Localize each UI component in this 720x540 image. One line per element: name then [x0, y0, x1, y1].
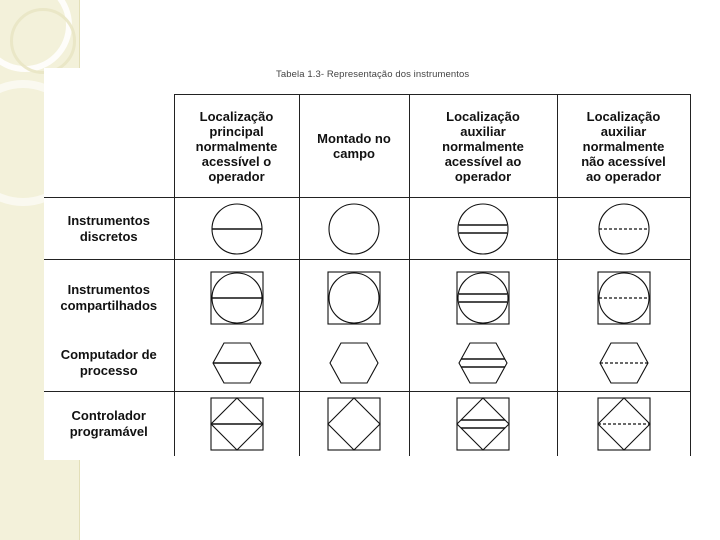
computer-field-symbol	[324, 339, 384, 387]
symbol-cell	[299, 260, 409, 336]
table-row	[44, 392, 690, 456]
row-label	[44, 336, 174, 392]
symbol-cell	[174, 260, 299, 336]
header-line: normalmente	[195, 138, 278, 154]
row-label-line: Controlador	[71, 407, 146, 423]
discrete-field-symbol	[324, 201, 384, 257]
header-line: campo	[333, 146, 375, 161]
shared-auxiliary-not-accessible-symbol	[594, 268, 654, 328]
column-header-campo	[299, 95, 409, 198]
row-label-line: Instrumentos	[67, 281, 150, 297]
shared-auxiliary-accessible-symbol	[453, 268, 513, 328]
header-line: Montado no	[317, 131, 391, 146]
table-row	[44, 198, 690, 260]
header-line: acessível o	[201, 153, 272, 169]
header-line: principal	[209, 123, 264, 139]
instrument-representation-table	[44, 94, 691, 456]
header-line: acessível ao	[444, 153, 522, 169]
header-line: operador	[208, 168, 265, 184]
symbol-cell	[299, 336, 409, 392]
symbol-cell	[557, 336, 690, 392]
symbol-cell	[174, 198, 299, 260]
plc-auxiliary-accessible-symbol	[453, 395, 513, 453]
symbol-cell	[299, 392, 409, 456]
shared-principal-symbol	[207, 268, 267, 328]
header-corner	[44, 95, 174, 198]
header-line: Localização	[199, 108, 274, 124]
row-label-line: programável	[69, 423, 148, 439]
symbol-cell	[409, 392, 557, 456]
header-line: não acessível	[581, 153, 666, 169]
row-label	[44, 260, 174, 336]
header-row	[44, 95, 690, 198]
row-label-line: processo	[79, 363, 138, 379]
discrete-auxiliary-accessible-symbol	[453, 201, 513, 257]
row-label	[44, 198, 174, 260]
computer-auxiliary-accessible-symbol	[453, 339, 513, 387]
header-line: ao operador	[585, 168, 662, 184]
plc-principal-symbol	[207, 395, 267, 453]
computer-auxiliary-not-accessible-symbol	[594, 339, 654, 387]
symbol-cell	[409, 336, 557, 392]
table-row	[44, 260, 690, 336]
row-label-line: Computador de	[60, 347, 157, 363]
row-label-line: discretos	[79, 228, 138, 244]
header-line: normalmente	[442, 138, 524, 154]
symbol-cell	[557, 260, 690, 336]
header-line: normalmente	[582, 138, 665, 154]
symbol-cell	[174, 336, 299, 392]
plc-field-symbol	[324, 395, 384, 453]
column-header-auxiliar-acessivel	[409, 95, 557, 198]
symbol-cell	[299, 198, 409, 260]
header-line: Localização	[446, 108, 520, 124]
symbol-cell	[557, 198, 690, 260]
row-label	[44, 392, 174, 456]
row-label-line: compartilhados	[60, 297, 158, 313]
header-line: auxiliar	[600, 123, 647, 139]
header-line: auxiliar	[460, 123, 506, 139]
symbol-cell	[557, 392, 690, 456]
table-row	[44, 336, 690, 392]
column-header-auxiliar-nao-acessivel	[557, 95, 690, 198]
header-line: Localização	[586, 108, 661, 124]
discrete-auxiliary-not-accessible-symbol	[594, 201, 654, 257]
decorative-ring	[10, 8, 76, 74]
symbol-cell	[409, 260, 557, 336]
table-caption: Tabela 1.3- Representação dos instrumentos	[276, 69, 470, 80]
discrete-principal-symbol	[207, 201, 267, 257]
computer-principal-symbol	[207, 339, 267, 387]
header-line: operador	[454, 168, 512, 184]
column-header-principal	[174, 95, 299, 198]
plc-auxiliary-not-accessible-symbol	[594, 395, 654, 453]
row-label-line: Instrumentos	[67, 212, 150, 228]
symbol-cell	[409, 198, 557, 260]
shared-field-symbol	[324, 268, 384, 328]
symbol-cell	[174, 392, 299, 456]
